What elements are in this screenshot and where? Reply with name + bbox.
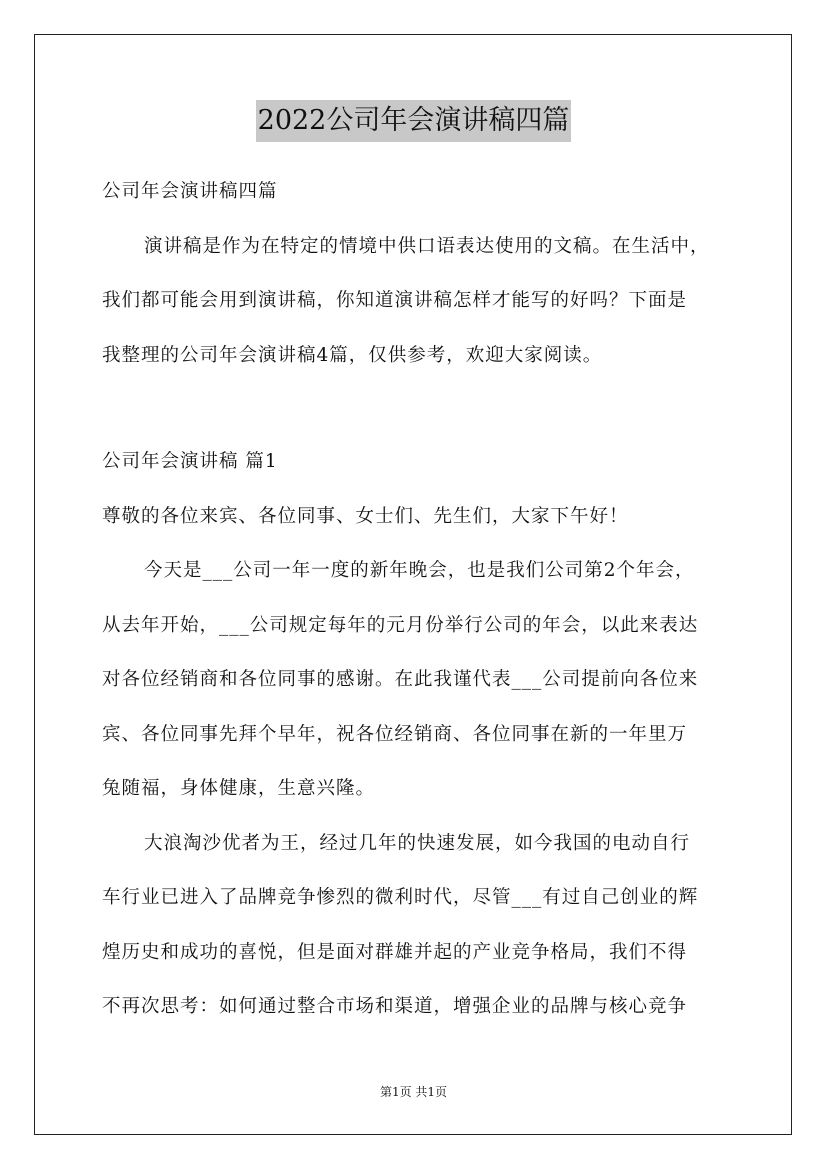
paragraph-line: 兔随福，身体健康，生意兴隆。 <box>102 778 376 799</box>
document-title: 2022公司年会演讲稿四篇 <box>256 100 572 142</box>
paragraph-line: 对各位经销商和各位同事的感谢。在此我谨代表___公司提前向各位来 <box>102 669 699 690</box>
paragraph-line: 车行业已进入了品牌竞争惨烈的微利时代，尽管___有过自己创业的辉 <box>102 887 699 908</box>
page-footer: 第1页 共1页 <box>379 1085 448 1099</box>
intro-line: 我们都可能会用到演讲稿，你知道演讲稿怎样才能写的好吗？下面是 <box>102 290 688 311</box>
intro-line: 演讲稿是作为在特定的情境中供口语表达使用的文稿。在生活中， <box>144 235 710 257</box>
document-body <box>102 170 742 1040</box>
paragraph-line: 大浪淘沙优者为王，经过几年的快速发展，如今我国的电动自行 <box>144 832 691 854</box>
paragraph-line: 不再次思考：如何通过整合市场和渠道，增强企业的品牌与核心竞争 <box>102 996 688 1017</box>
intro-line: 我整理的公司年会演讲稿4篇，仅供参考，欢迎大家阅读。 <box>102 344 603 366</box>
paragraph-line: 煌历史和成功的喜悦，但是面对群雄并起的产业竞争格局，我们不得 <box>102 941 688 963</box>
intro-heading: 公司年会演讲稿四篇 <box>102 181 278 202</box>
greeting-line: 尊敬的各位来宾、各位同事、女士们、先生们，大家下午好！ <box>102 505 629 527</box>
section-heading: 公司年会演讲稿 篇1 <box>102 451 278 472</box>
paragraph-line: 宾、各位同事先拜个早年，祝各位经销商、各位同事在新的一年里万 <box>102 723 688 745</box>
paragraph-line: 从去年开始，___公司规定每年的元月份举行公司的年会，以此来表达 <box>102 614 699 636</box>
paragraph-line: 今天是___公司一年一度的新年晚会，也是我们公司第2个年会， <box>144 560 695 581</box>
